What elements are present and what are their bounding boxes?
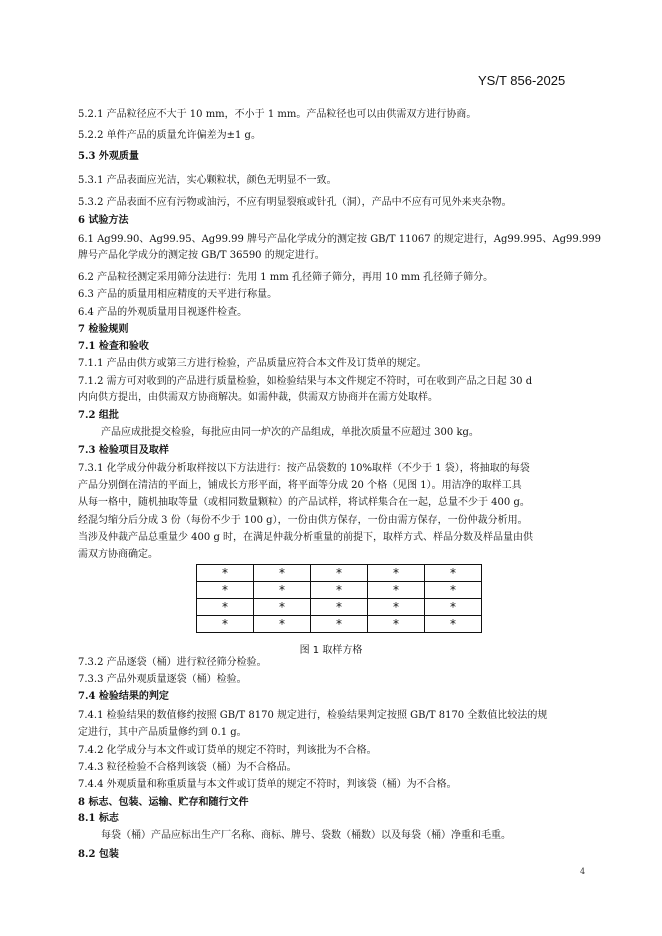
section-heading: 7.1 检查和验收	[78, 341, 149, 352]
text-line: 每袋（桶）产品应标出生产厂名称、商标、牌号、袋数（桶数）以及每袋（桶）净重和毛重。	[101, 830, 511, 841]
figure-caption: 图 1 取样方格	[299, 645, 363, 656]
grid-cell: *	[425, 599, 482, 616]
text-line: 7.4.4 外观质量和称重质量与本文件或订货单的规定不符时，判该袋（桶）为不合格。	[78, 779, 457, 790]
page-number: 4	[580, 867, 586, 876]
text-line: 5.3.1 产品表面应光洁，实心颗粒状，颜色无明显不一致。	[78, 175, 337, 186]
text-line: 6.2 产品粒径测定采用筛分法进行：先用 1 mm 孔径筛子筛分，再用 10 mm 孔径筛子筛分。	[78, 272, 494, 283]
grid-cell: *	[368, 565, 425, 582]
grid-cell: *	[254, 616, 311, 633]
grid-row	[197, 599, 482, 616]
text-line: 7.1.1 产品由供方或第三方进行检验，产品质量应符合本文件及订货单的规定。	[78, 358, 427, 369]
grid-cell: *	[197, 565, 254, 582]
text-line: 6.3 产品的质量用相应精度的天平进行称量。	[78, 289, 278, 300]
sampling-grid	[196, 564, 482, 633]
grid-cell: *	[197, 616, 254, 633]
section-heading: 7.4 检验结果的判定	[78, 691, 169, 702]
text-line: 6.4 产品的外观质量用目视逐件检查。	[78, 307, 248, 318]
text-line: 5.2.1 产品粒径应不大于 10 mm，不小于 1 mm。产品粒径也可以由供需双方进行协商。	[78, 109, 477, 120]
grid-row	[197, 616, 482, 633]
grid-cell: *	[311, 582, 368, 599]
grid-cell: *	[311, 616, 368, 633]
section-heading: 8 标志、包装、运输、贮存和随行文件	[78, 797, 249, 808]
grid-row	[197, 565, 482, 582]
section-heading: 8.1 标志	[78, 813, 119, 824]
text-line: 产品应成批提交检验，每批应由同一炉次的产品组成，单批次质量不应超过 300 kg。	[101, 427, 479, 438]
grid-cell: *	[197, 582, 254, 599]
section-heading: 7.2 组批	[78, 410, 119, 421]
text-line: 定进行，其中产品质量修约到 0.1 g。	[78, 727, 247, 738]
text-line: 7.3.3 产品外观质量逐袋（桶）检验。	[78, 674, 247, 685]
text-line: 7.1.2 需方可对收到的产品进行质量检验，如检验结果与本文件规定不符时，可在收到产品之日起 30 d	[78, 376, 533, 387]
text-line: 5.3.2 产品表面不应有污物或油污，不应有明显裂痕或针孔（洞），产品中不应有可见外来夹杂物。	[78, 197, 512, 208]
grid-cell: *	[368, 582, 425, 599]
grid-cell: *	[368, 599, 425, 616]
grid-cell: *	[197, 599, 254, 616]
section-heading: 7 检验规则	[78, 324, 129, 335]
grid-cell: *	[254, 565, 311, 582]
grid-cell: *	[254, 599, 311, 616]
grid-cell: *	[311, 599, 368, 616]
text-line: 产品分别倒在清洁的平面上，铺成长方形平面，将平面等分成 20 个格（见图 1）。用洁净的取样工具	[78, 480, 522, 491]
text-line: 7.3.2 产品逐袋（桶）进行粒径筛分检验。	[78, 657, 267, 668]
grid-cell: *	[425, 565, 482, 582]
document-number: YS/T 856-2025	[478, 73, 566, 88]
text-line: 需双方协商确定。	[78, 549, 158, 560]
text-line: 6.1 Ag99.90、Ag99.95、Ag99.99 牌号产品化学成分的测定按 GB/T 11067 的规定进行，Ag99.995、Ag99.999	[78, 234, 601, 245]
section-heading: 6 试验方法	[78, 215, 129, 226]
section-heading: 5.3 外观质量	[78, 151, 139, 162]
text-line: 7.4.2 化学成分与本文件或订货单的规定不符时，判该批为不合格。	[78, 745, 377, 756]
grid-cell: *	[254, 582, 311, 599]
text-line: 7.4.1 检验结果的数值修约按照 GB/T 8170 规定进行，检验结果判定按照 GB/T 8170 全数值比较法的规	[78, 710, 548, 721]
grid-cell: *	[425, 616, 482, 633]
grid-cell: *	[368, 616, 425, 633]
grid-cell: *	[311, 565, 368, 582]
text-line: 7.3.1 化学成分仲裁分析取样按以下方法进行：按产品袋数的 10%取样（不少于 1 袋），将抽取的每袋	[78, 463, 530, 474]
text-line: 从每一格中，随机抽取等量（或相同数量颗粒）的产品试样，将试样集合在一起，总量不少于 400 g。	[78, 497, 530, 508]
section-heading: 8.2 包装	[78, 849, 119, 860]
text-line: 经混匀缩分后分成 3 份（每份不少于 100 g），一份由供方保存，一份由需方保存，一份仲裁分析用。	[78, 515, 528, 526]
text-line: 内向供方提出，由供需双方协商解决。如需仲裁，供需双方协商并在需方处取样。	[78, 392, 438, 403]
text-line: 牌号产品化学成分的测定按 GB/T 36590 的规定进行。	[78, 250, 325, 261]
grid-cell: *	[425, 582, 482, 599]
text-line: 7.4.3 粒径检验不合格判该袋（桶）为不合格品。	[78, 762, 297, 773]
text-line: 当涉及仲裁产品总重量少 400 g 时，在满足仲裁分析重量的前提下，取样方式、样品分数及样品量由供	[78, 532, 534, 543]
section-heading: 7.3 检验项目及取样	[78, 445, 169, 456]
grid-row	[197, 582, 482, 599]
text-line: 5.2.2 单件产品的质量允许偏差为±1 g。	[78, 130, 261, 141]
